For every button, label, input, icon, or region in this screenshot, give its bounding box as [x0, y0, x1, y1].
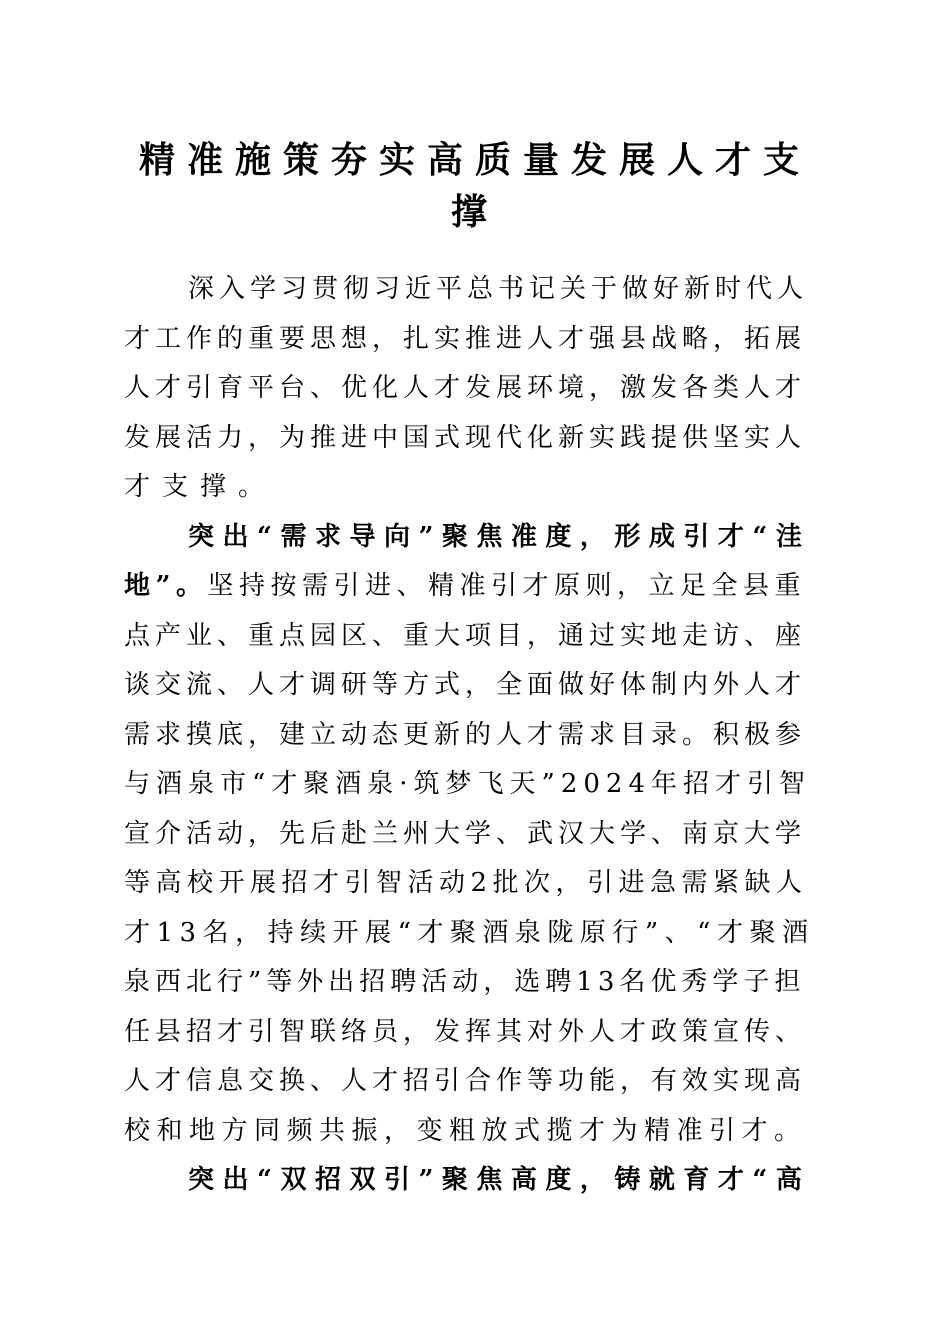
paragraph2-line-11: 任县招才引智联络员，发挥其对外人才政策宣传、 — [124, 1016, 807, 1047]
paragraph3-heading-line: 突出“双招双引”聚焦高度，铸就育才“高 — [188, 1165, 811, 1195]
paragraph2-line-2-rest: 坚持按需引进、精准引才原则，立足全县重 — [207, 571, 806, 601]
paragraph2-line-13: 校和地方同频共振，变粗放式揽才为精准引才。 — [124, 1115, 807, 1146]
paragraph1-line-4: 发展活力，为推进中国式现代化新实践提供坚实人 — [124, 422, 807, 453]
paragraph2-line-9: 才13名，持续开展“才聚酒泉陇原行”、“才聚酒 — [124, 917, 815, 948]
title-line-2: 撑 — [450, 191, 499, 233]
paragraph2-heading-line: 突出“需求导向”聚焦准度，形成引才“洼 — [188, 521, 811, 552]
paragraph1-line-5: 才支撑。 — [124, 472, 277, 502]
paragraph1-line-2: 才工作的重要思想，扎实推进人才强县战略，拓展 — [124, 323, 807, 354]
document-body — [124, 265, 814, 1206]
paragraph2-line-6: 与酒泉市“才聚酒泉·筑梦飞天”2024年招才引智 — [124, 769, 812, 799]
paragraph2-line-10: 泉西北行”等外出招聘活动，选聘13名优秀学子担 — [124, 967, 806, 997]
paragraph2-line-8: 等高校开展招才引智活动2批次，引进急需紧缺人 — [124, 868, 808, 898]
paragraph1-line-1: 深入学习贯彻习近平总书记关于做好新时代人 — [188, 274, 809, 304]
paragraph2-line-7: 宣介活动，先后赴兰州大学、武汉大学、南京大学 — [124, 818, 807, 849]
title-line-1: 精准施策夯实高质量发展人才支 — [138, 139, 811, 181]
paragraph2-line-2 — [124, 562, 814, 612]
paragraph2-line-12: 人才信息交换、人才招引合作等功能，有效实现高 — [124, 1066, 807, 1096]
paragraph2-line-3: 点产业、重点园区、重大项目，通过实地走访、座 — [124, 620, 807, 651]
paragraph2-line-5: 需求摸底，建立动态更新的人才需求目录。积极参 — [124, 719, 807, 750]
paragraph2-heading-tail: 地”。 — [124, 571, 208, 601]
paragraph2-line-4: 谈交流、人才调研等方式，全面做好体制内外人才 — [124, 670, 807, 700]
paragraph1-line-3: 人才引育平台、优化人才发展环境，激发各类人才 — [124, 373, 807, 403]
document-title — [120, 134, 830, 238]
